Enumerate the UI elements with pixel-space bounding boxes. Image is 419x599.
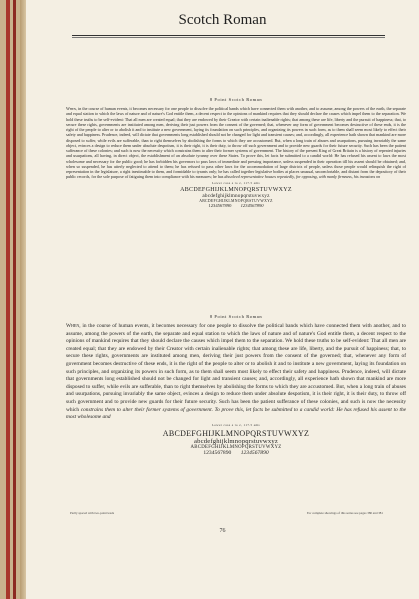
specimen-body: in the course of human events, it becomes necessary for one people to dissolve the political bands which have connected them with another, and to assume, among the powers of the earth, the separate and equal station to which the laws of nature and of nature's God entitle them, a decent respect to the opinions of mankind requires that they should declare the causes which impel them to the separation. We hold these truths to be self-evident: That all men are created equal; that they are endowed by their Creator with certain inalienable rights; that among these are life, liberty, and the pursuit of happiness; that, to secure these rights, governments are instituted among men, deriving their just powers from the consent of the governed; that, whenever any form of government becomes destructive of these ends, it is the right of the people to alter or to abolish it and to institute a new government, laying its foundation on such principles, and organizing its powers in such form, as to them shall seem most likely to effect their safety and happiness. Prudence, indeed, will dictate that governments long established should not be changed for light and transient causes; and, accordingly, all experience hath shown that mankind are more disposed to suffer, while evils are sufferable, than to right themselves by abolishing the forms to which they are accustomed. But, when a long train of abuses and usurpations, pursuing invariably the same object, evinces a design to reduce them under absolute despotism, it is their right, it is their duty, to throw off such government and to provide new guards for their future security. Such has been the patient sufferance of these colonies, and such is now the necessity which: [66, 323, 406, 413]
specimen-text: [66, 106, 406, 180]
footer-note-right: For complete showings of this series see pages 380 and 381: [306, 511, 383, 515]
specimen-caption: 8 Point Scotch Roman: [209, 314, 263, 319]
alphabet-showing: [66, 429, 406, 456]
footer-note-left: Partly spaced with two-point leads: [70, 511, 115, 515]
specimen-lead-word: When,: [66, 106, 78, 111]
uppercase-alphabet: ABCDEFGHIJKLMNOPQRSTUVWXYZ: [162, 428, 310, 438]
uppercase-alphabet: ABCDEFGHIJKLMNOPQRSTUVWXYZ: [180, 186, 292, 193]
size-note: Lower case a to z, 117.5 ems: [211, 180, 261, 185]
figures: 1234567890: [203, 449, 232, 456]
binding-red-band: [6, 0, 10, 599]
page-title: Scotch Roman: [178, 12, 267, 28]
figures: 1234567890: [208, 202, 232, 208]
book-binding: [0, 0, 26, 599]
book-page: [26, 0, 419, 599]
figures-row: [66, 203, 406, 208]
lowercase-alphabet: abcdefghijklmnopqrstuvwxyz: [202, 192, 270, 199]
binding-red-band: [13, 0, 16, 599]
specimen-body: in the course of human events, it becomes necessary for one people to dissolve the political bands which have connected them with another, and to assume, among the powers of the earth, the separate and equal station to which the laws of nature and of nature's God entitle them, a decent respect to the opinions of mankind requires that they should declare the causes which impel them to the separation. We hold these truths to be self-evident: That all men are created equal; that they are endowed by their Creator with certain inalienable rights; that among these are life, liberty and the pursuit of happiness; that, to secure these rights, governments are instituted among men, deriving their just powers from the consent of the governed; that, whenever any form of government becomes destructive of these ends, it is the right of the people to alter or to abolish it and to institute a new government, laying its foundation on such principles, and organizing its powers in such form, as to them shall seem most likely to effect their safety and happiness. Prudence, indeed, will dictate that governments long established should not be changed for light and transient causes; and, accordingly, all experience hath shown that mankind are more disposed to suffer, while evils are sufferable, than to right themselves by abolishing the forms to which they are accustomed. But, when a long train of abuses and usurpations, pursuing invariably the same object, evinces a design to reduce them under absolute despotism, it is their right, it is their duty, to throw off such government and to provide new guards for their future security. Such has been the patient sufferance of these colonies; and such is now the necessity which constrains them to alter their former systems of government. The history of the present King of Great Britain is a history of repeated injuries and usurpations, all having, in direct object, the establishment of an absolute tyranny over these States. To prove this, let facts be submitted to a candid world: He has refused his assent to laws the most wholesome and necessary for the public good; he has forbidden his governors to pass laws of immediate and pressing importance, unless suspended in their operation till his assent should be obtained; and, when so suspended, he has utterly neglected to attend to them; he has refused to pass other laws for the accommodation of large districts of people, unless those people would relinquish the right of representation in the legislature, a right inestimable to them, and formidable to tyrants only; he has called together legislative bodies at places unusual, uncomfortable, and distant from the depository of their public records, for the sole purpose of fatiguing them into compliance with his measures; he has: [66, 106, 406, 180]
small-caps-alphabet: ABCDEFGHIJKLMNOPQRSTUVWXYZ: [190, 444, 282, 450]
specimen-italic-tail: constrains them to alter their former systems of government. To prove this, let facts be submitted to a candid world: He has refused his assent to the most wholesome and: [66, 406, 406, 421]
size-note: Lower case a to z, 117.5 ems: [211, 422, 261, 427]
specimen-text: [66, 323, 406, 422]
specimen-small: [66, 97, 406, 208]
specimen-caption: 8 Point Scotch Roman: [209, 97, 263, 102]
specimen-lead-word: When,: [66, 323, 81, 329]
italic-figures: 1234567890: [240, 202, 264, 208]
header-rule: [72, 35, 385, 36]
header-rule: [72, 37, 385, 38]
page-number: 76: [219, 528, 226, 534]
lowercase-alphabet: abcdefghijklmnopqrstuvwxyz: [194, 437, 278, 445]
figures-row: [66, 450, 406, 456]
alphabet-showing: [66, 187, 406, 208]
specimen-italic-tail: dissolved representative houses repeatedly, for opposing, with manly firmness, his invasions on: [224, 174, 381, 180]
italic-figures: 1234567890: [240, 449, 269, 456]
small-caps-alphabet: ABCDEFGHIJKLMNOPQRSTUVWXYZ: [199, 198, 273, 203]
specimen-large: [66, 314, 406, 456]
